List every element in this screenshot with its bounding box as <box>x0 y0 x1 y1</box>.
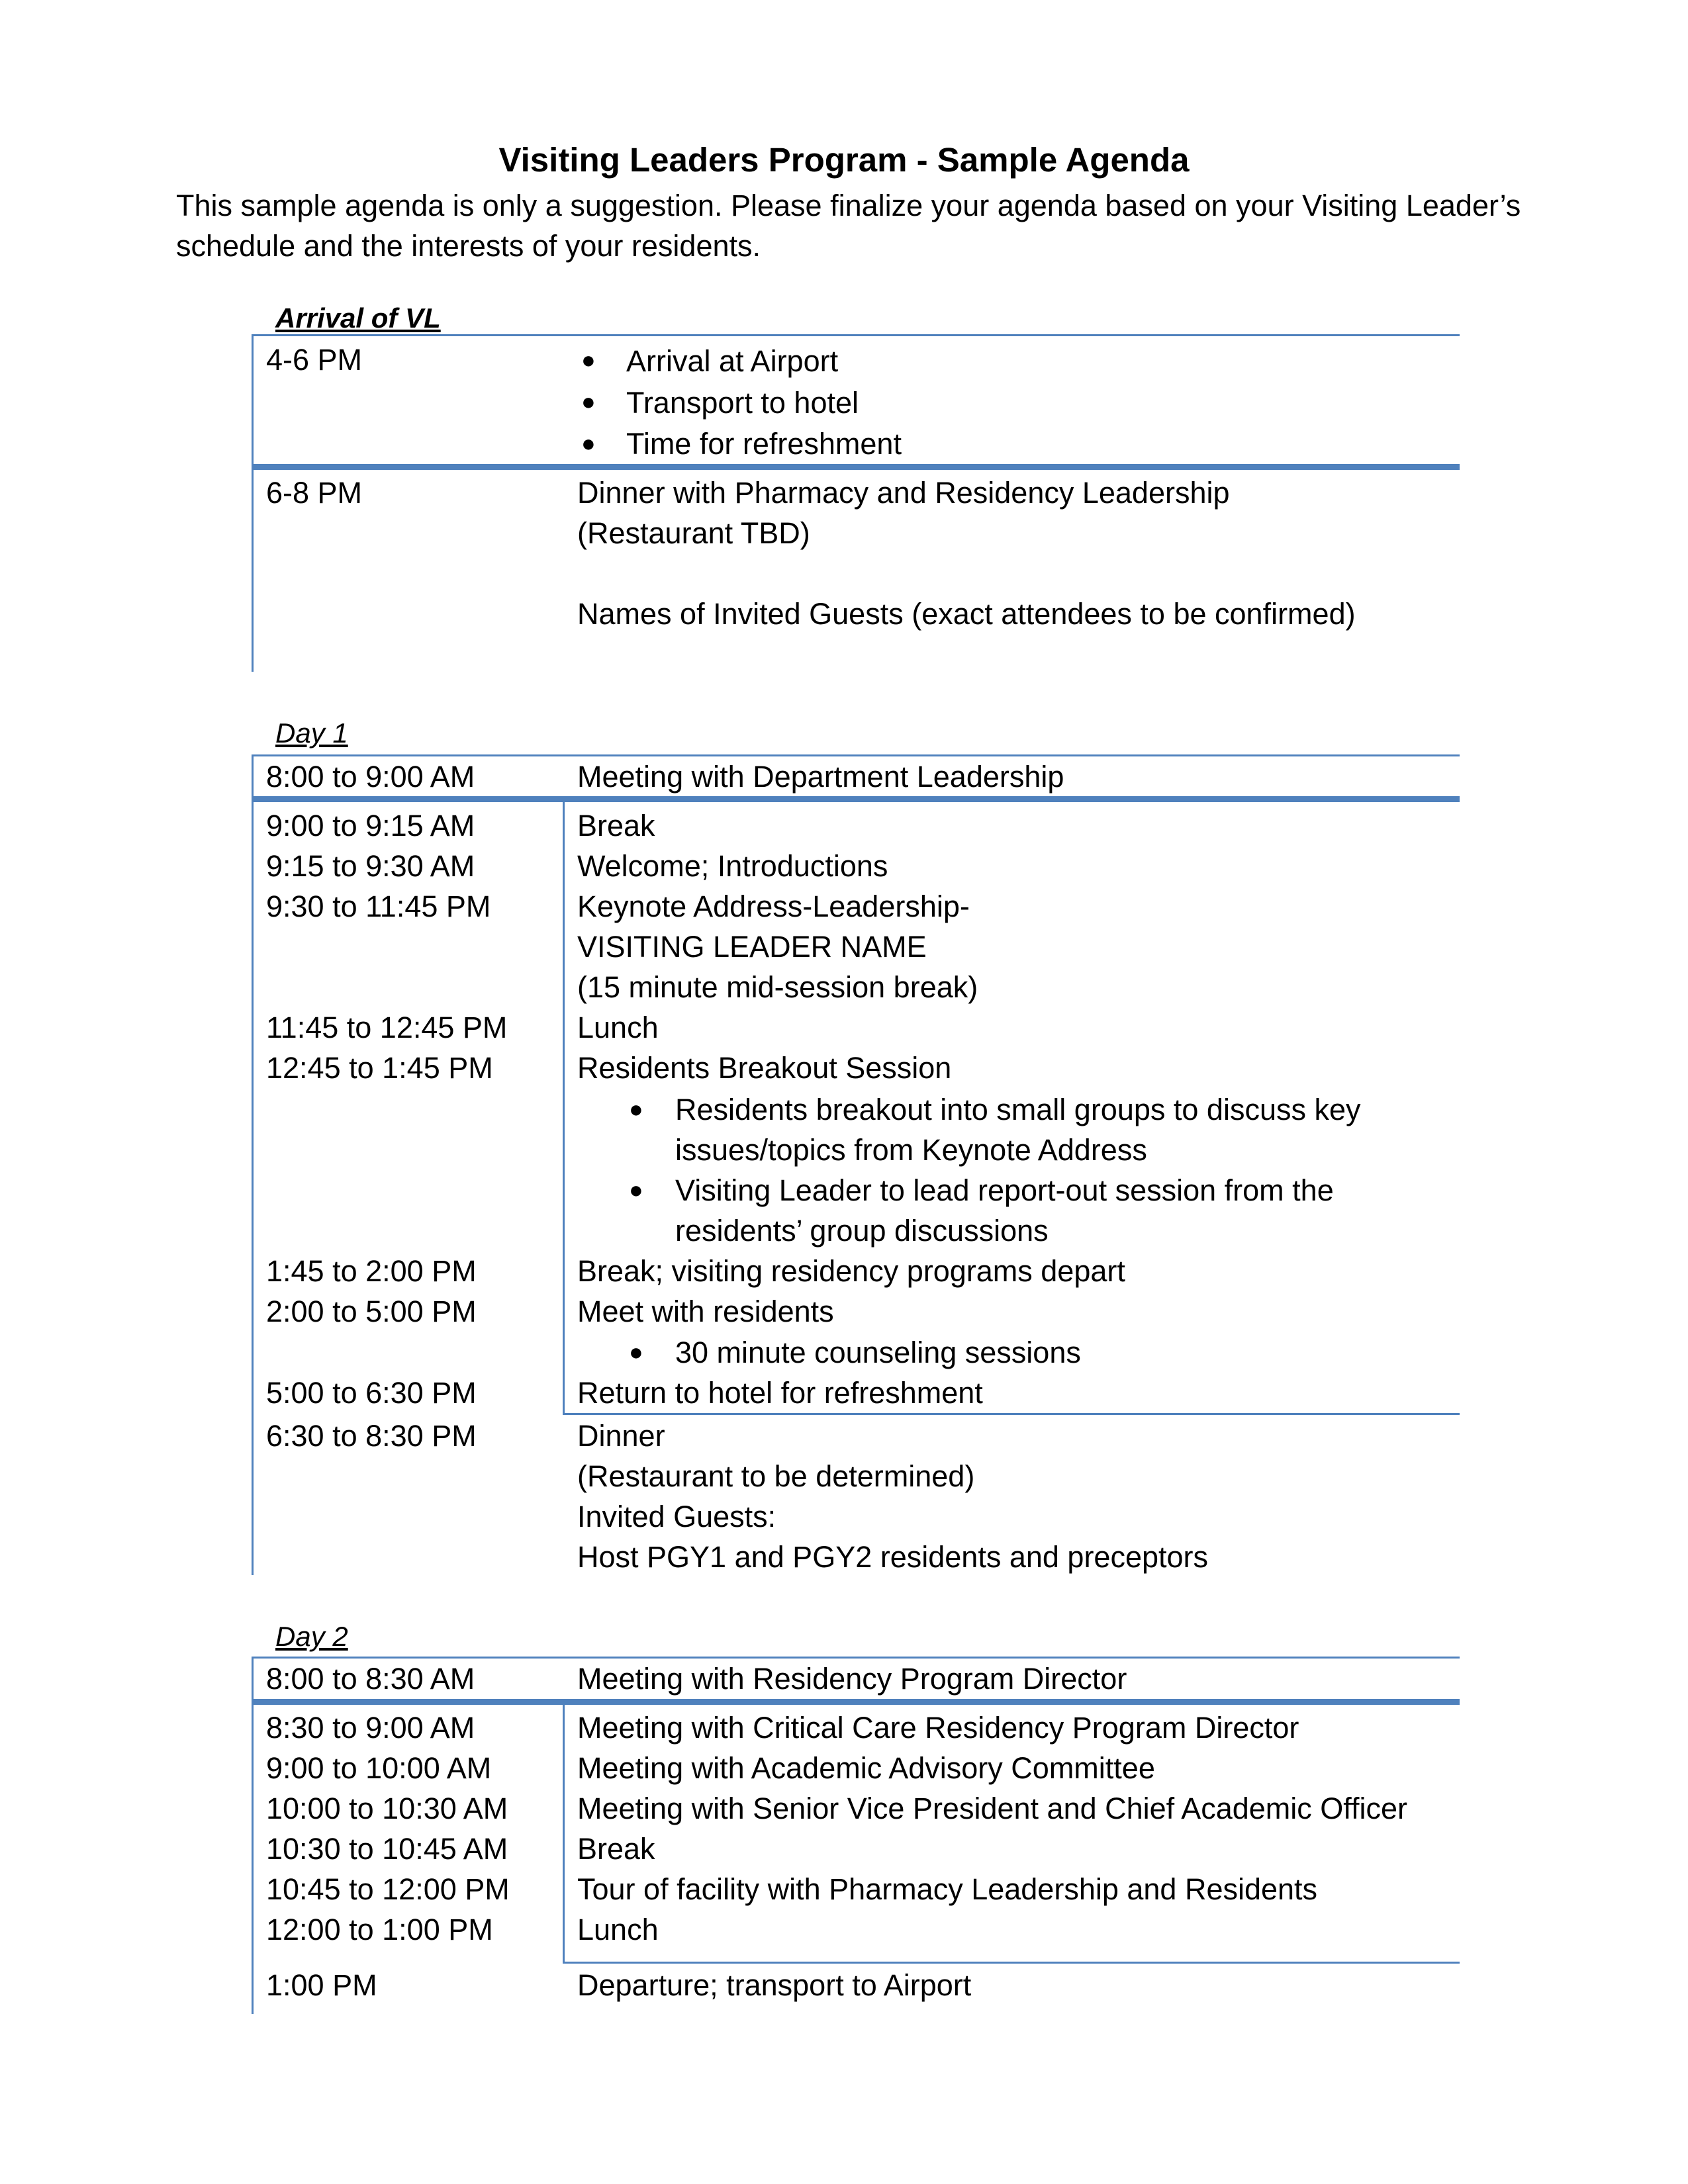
row-divider-thick <box>252 796 1460 802</box>
column-divider <box>563 802 565 1414</box>
row-activity: Meeting with Critical Care Residency Program Director <box>577 1711 1299 1745</box>
intro-line: schedule and the interests of your residents. <box>176 229 761 263</box>
row-activity: Meeting with Academic Advisory Committee <box>577 1751 1155 1785</box>
bullet-icon: ● <box>581 388 596 415</box>
row-activity: Welcome; Introductions <box>577 849 888 883</box>
row-activity: Residents Breakout Session <box>577 1051 952 1085</box>
bullet-icon: ● <box>629 1095 643 1122</box>
row-time: 6-8 PM <box>266 476 363 510</box>
row-divider-thick <box>252 1699 1460 1705</box>
row-activity: (Restaurant TBD) <box>577 516 810 550</box>
bullet-item: Visiting Leader to lead report-out session from the <box>675 1173 1334 1207</box>
row-activity: (15 minute mid-session break) <box>577 970 978 1004</box>
bullet-icon: ● <box>581 430 596 457</box>
header-time: 8:00 to 9:00 AM <box>266 760 475 794</box>
row-divider <box>563 1413 1460 1415</box>
header-time: 8:00 to 8:30 AM <box>266 1662 475 1696</box>
row-time: 9:00 to 9:15 AM <box>266 809 475 842</box>
row-time: 9:30 to 11:45 PM <box>266 889 491 923</box>
row-activity: Host PGY1 and PGY2 residents and preceptors <box>577 1540 1209 1574</box>
row-activity: Return to hotel for refreshment <box>577 1376 983 1410</box>
row-time: 4-6 PM <box>266 343 363 377</box>
bullet-icon: ● <box>629 1338 643 1365</box>
bullet-item: Residents breakout into small groups to discuss key <box>675 1093 1361 1126</box>
intro-line: This sample agenda is only a suggestion. Please finalize your agenda based on your Visiting Leader’s <box>176 189 1521 222</box>
row-activity: Break <box>577 809 655 842</box>
page-title: Visiting Leaders Program - Sample Agenda <box>498 141 1190 179</box>
row-time: 6:30 to 8:30 PM <box>266 1419 477 1453</box>
bullet-item: Transport to hotel <box>626 386 859 420</box>
row-activity: Break <box>577 1832 655 1866</box>
header-activity: Meeting with Residency Program Director <box>577 1662 1127 1696</box>
table-left-rule <box>252 754 254 1575</box>
row-time: 5:00 to 6:30 PM <box>266 1376 477 1410</box>
row-activity: Break; visiting residency programs depart <box>577 1254 1125 1288</box>
row-activity: Invited Guests: <box>577 1500 776 1533</box>
row-time: 12:00 to 1:00 PM <box>266 1913 493 1946</box>
table-left-rule <box>252 334 254 672</box>
bullet-item: Arrival at Airport <box>626 344 839 378</box>
row-activity: Meet with residents <box>577 1295 834 1328</box>
row-time: 11:45 to 12:45 PM <box>266 1011 508 1044</box>
row-activity: Names of Invited Guests (exact attendees to be confirmed) <box>577 597 1356 631</box>
row-time: 12:45 to 1:45 PM <box>266 1051 493 1085</box>
row-activity: Dinner with Pharmacy and Residency Leadership <box>577 476 1230 510</box>
column-divider <box>563 1705 565 1963</box>
row-activity: Keynote Address-Leadership- <box>577 889 970 923</box>
header-activity: Meeting with Department Leadership <box>577 760 1064 794</box>
row-time: 10:45 to 12:00 PM <box>266 1872 510 1906</box>
row-activity: (Restaurant to be determined) <box>577 1459 975 1493</box>
row-time: 10:30 to 10:45 AM <box>266 1832 508 1866</box>
table-top-rule <box>252 334 1460 336</box>
row-divider <box>563 1962 1460 1964</box>
section-label-arrival: Arrival of VL <box>275 302 441 334</box>
bullet-item: 30 minute counseling sessions <box>675 1336 1081 1369</box>
row-time: 9:15 to 9:30 AM <box>266 849 475 883</box>
row-activity: Lunch <box>577 1913 659 1946</box>
row-activity: Departure; transport to Airport <box>577 1968 972 2002</box>
bullet-icon: ● <box>581 346 596 373</box>
row-activity: Meeting with Senior Vice President and Chief Academic Officer <box>577 1792 1407 1825</box>
row-activity: Lunch <box>577 1011 659 1044</box>
bullet-item: Time for refreshment <box>626 427 902 461</box>
row-time: 1:45 to 2:00 PM <box>266 1254 477 1288</box>
bullet-item-continued: residents’ group discussions <box>675 1214 1049 1248</box>
row-time: 2:00 to 5:00 PM <box>266 1295 477 1328</box>
row-time: 8:30 to 9:00 AM <box>266 1711 475 1745</box>
bullet-item-continued: issues/topics from Keynote Address <box>675 1133 1147 1167</box>
section-label-day2: Day 2 <box>275 1621 348 1652</box>
row-time: 1:00 PM <box>266 1968 377 2002</box>
row-time: 9:00 to 10:00 AM <box>266 1751 492 1785</box>
bullet-icon: ● <box>629 1176 643 1203</box>
intro-paragraph <box>176 185 1526 266</box>
row-activity: Tour of facility with Pharmacy Leadership and Residents <box>577 1872 1318 1906</box>
section-label-day1: Day 1 <box>275 717 348 749</box>
table-left-rule <box>252 1657 254 2014</box>
row-activity: Dinner <box>577 1419 665 1453</box>
row-activity: VISITING LEADER NAME <box>577 930 927 964</box>
row-time: 10:00 to 10:30 AM <box>266 1792 508 1825</box>
row-divider-thick <box>252 464 1460 470</box>
